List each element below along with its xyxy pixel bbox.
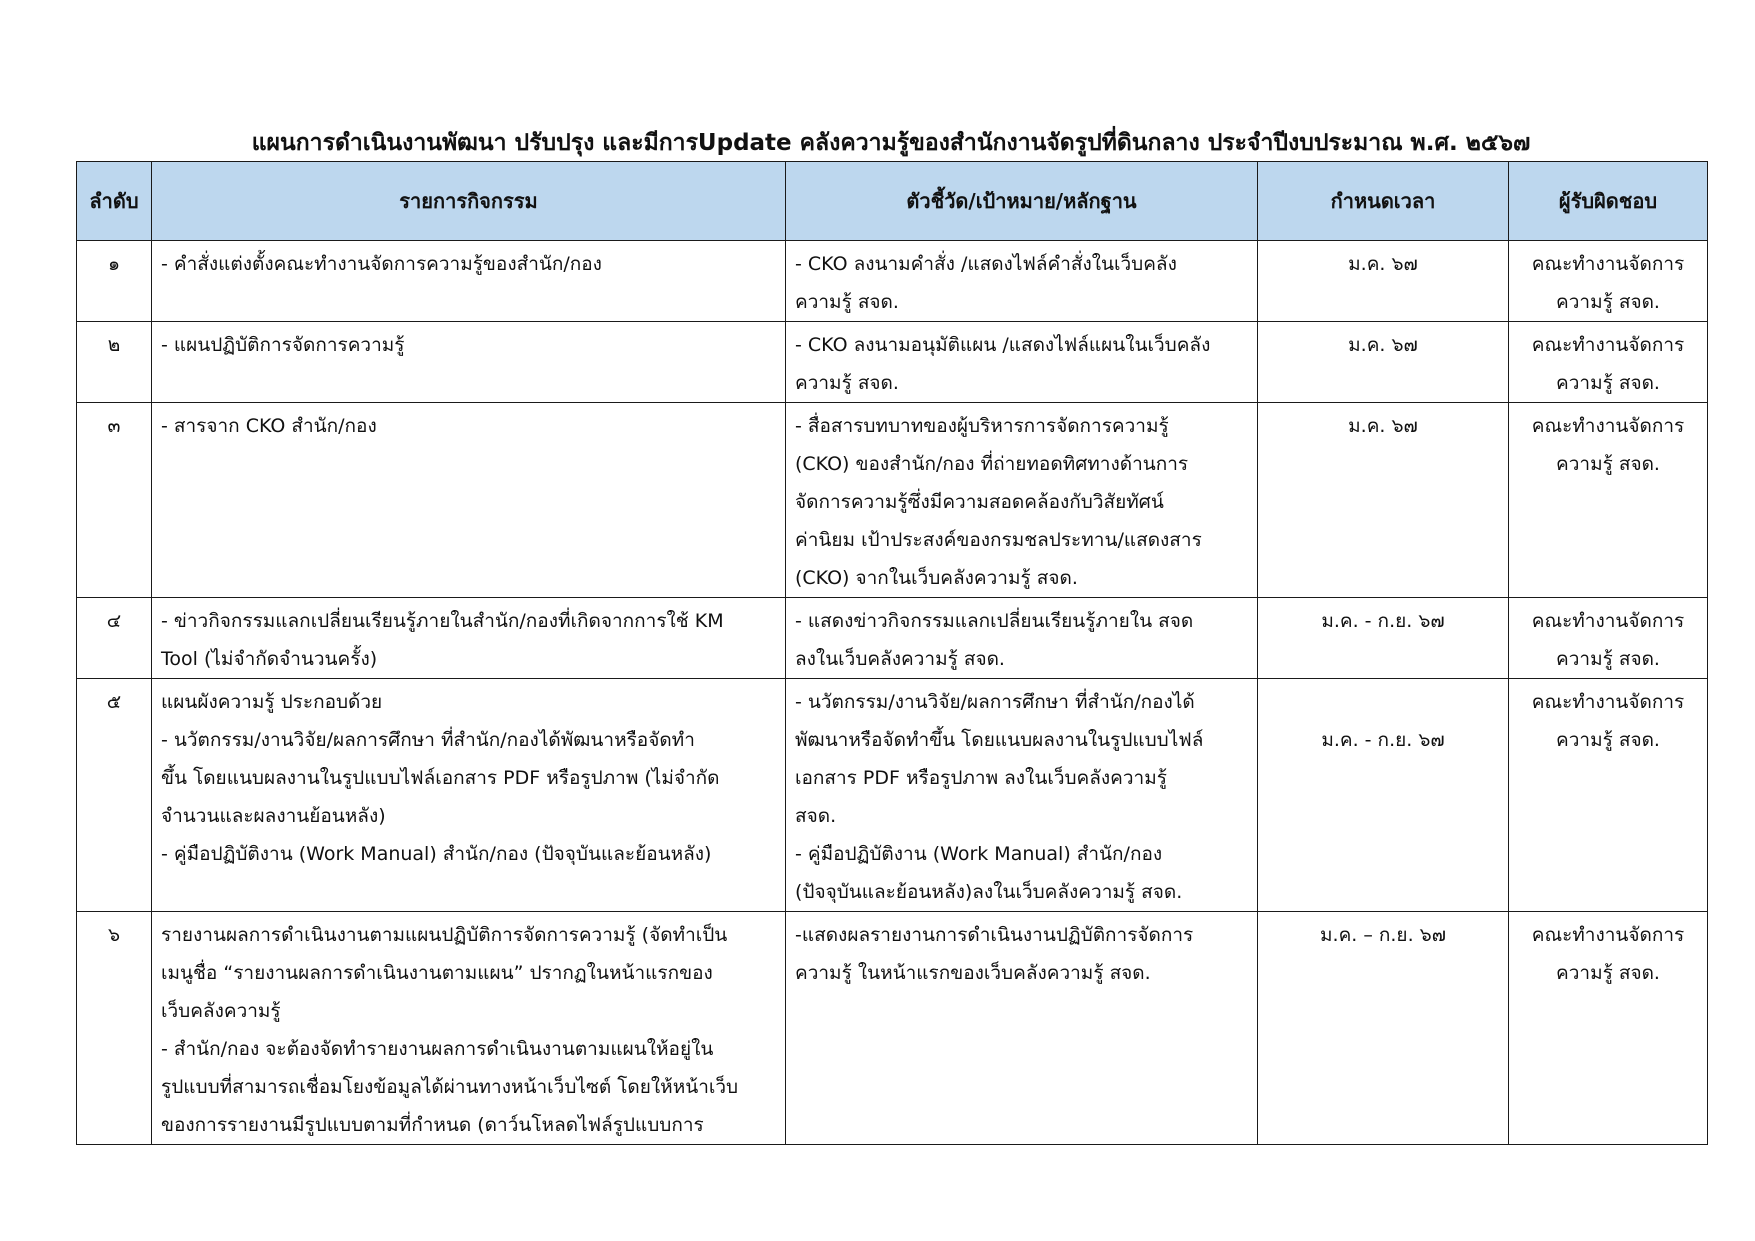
owner-line: ความรู้ สจด. [1556, 453, 1660, 475]
time-cell: ม.ค. - ก.ย. ๖๗ [1258, 598, 1509, 679]
table-header-row [77, 162, 1708, 241]
owner-line: ความรู้ สจด. [1556, 291, 1660, 313]
owner-line: ความรู้ สจด. [1556, 962, 1660, 984]
indicator-line: ค่านิยม เป้าประสงค์ของกรมชลประทาน/แสดงสาร [795, 529, 1202, 551]
activity-line: - นวัตกรรม/งานวิจัย/ผลการศึกษา ที่สำนัก/กองได้พัฒนาหรือจัดทำ [161, 729, 695, 751]
row-number: ๕ [77, 679, 152, 912]
activity-line: ขึ้น โดยแนบผลงานในรูปแบบไฟล์เอกสาร PDF หรือรูปภาพ (ไม่จำกัด [161, 767, 720, 789]
row-number: ๖ [77, 912, 152, 1145]
table-row [77, 241, 1708, 322]
activity-line: - คำสั่งแต่งตั้งคณะทำงานจัดการความรู้ของสำนัก/กอง [161, 253, 602, 275]
owner-cell [1509, 241, 1708, 322]
indicator-cell [786, 403, 1258, 598]
owner-cell [1509, 679, 1708, 912]
activity-line: เว็บคลังความรู้ [161, 1000, 281, 1022]
owner-line: คณะทำงานจัดการ [1531, 691, 1685, 713]
table-row [77, 598, 1708, 679]
time-value: ม.ค. - ก.ย. ๖๗ [1321, 729, 1445, 751]
activity-line: - แผนปฏิบัติการจัดการความรู้ [161, 334, 405, 356]
header-activity: รายการกิจกรรม [152, 162, 786, 241]
indicator-line: - CKO ลงนามอนุมัติแผน /แสดงไฟล์แผนในเว็บคลัง [795, 334, 1211, 356]
activity-line: รูปแบบที่สามารถเชื่อมโยงข้อมูลได้ผ่านทางหน้าเว็บไซต์ โดยให้หน้าเว็บ [161, 1076, 739, 1098]
header-time: กำหนดเวลา [1258, 162, 1509, 241]
plan-table [76, 161, 1708, 1145]
indicator-line: - แสดงข่าวกิจกรรมแลกเปลี่ยนเรียนรู้ภายใน สจด [795, 610, 1194, 632]
row-number: ๓ [77, 403, 152, 598]
owner-line: ความรู้ สจด. [1556, 648, 1660, 670]
header-no: ลำดับ [77, 162, 152, 241]
activity-line: ของการรายงานมีรูปแบบตามที่กำหนด (ดาว์นโหลดไฟล์รูปแบบการ [161, 1114, 704, 1136]
owner-line: คณะทำงานจัดการ [1531, 924, 1685, 946]
indicator-line: จัดการความรู้ซึ่งมีความสอดคล้องกับวิสัยทัศน์ [795, 491, 1164, 513]
indicator-line: ความรู้ สจด. [795, 372, 899, 394]
owner-cell [1509, 322, 1708, 403]
owner-line: คณะทำงานจัดการ [1531, 253, 1685, 275]
activity-line: - ข่าวกิจกรรมแลกเปลี่ยนเรียนรู้ภายในสำนัก/กองที่เกิดจากการใช้ KM [161, 610, 724, 632]
header-indicator: ตัวชี้วัด/เป้าหมาย/หลักฐาน [786, 162, 1258, 241]
table-row [77, 322, 1708, 403]
indicator-line: ความรู้ ในหน้าแรกของเว็บคลังความรู้ สจด. [795, 962, 1151, 984]
activity-cell [152, 912, 786, 1145]
indicator-line: สจด. [795, 805, 837, 827]
owner-cell [1509, 912, 1708, 1145]
indicator-cell [786, 241, 1258, 322]
indicator-line: พัฒนาหรือจัดทำขึ้น โดยแนบผลงานในรูปแบบไฟล์ [795, 729, 1204, 751]
time-cell: ม.ค. ๖๗ [1258, 241, 1509, 322]
row-number: ๒ [77, 322, 152, 403]
indicator-cell [786, 912, 1258, 1145]
owner-line: คณะทำงานจัดการ [1531, 334, 1685, 356]
activity-line: รายงานผลการดำเนินงานตามแผนปฏิบัติการจัดการความรู้ (จัดทำเป็น [161, 924, 728, 946]
activity-line: แผนผังความรู้ ประกอบด้วย [161, 691, 383, 713]
indicator-line: -แสดงผลรายงานการดำเนินงานปฏิบัติการจัดการ [795, 924, 1194, 946]
indicator-cell [786, 679, 1258, 912]
activity-cell [152, 598, 786, 679]
time-cell: ม.ค. ๖๗ [1258, 403, 1509, 598]
indicator-line: (CKO) จากในเว็บคลังความรู้ สจด. [795, 567, 1078, 589]
indicator-line: - สื่อสารบทบาทของผู้บริหารการจัดการความรู้ [795, 415, 1169, 437]
time-cell: ม.ค. ๖๗ [1258, 322, 1509, 403]
activity-line: เมนูชื่อ “รายงานผลการดำเนินงานตามแผน” ปรากฏในหน้าแรกของ [161, 962, 713, 984]
indicator-line: ลงในเว็บคลังความรู้ สจด. [795, 648, 1005, 670]
indicator-cell [786, 598, 1258, 679]
activity-line: - คู่มือปฏิบัติงาน (Work Manual) สำนัก/กอง (ปัจจุบันและย้อนหลัง) [161, 843, 712, 865]
activity-cell [152, 679, 786, 912]
owner-line: คณะทำงานจัดการ [1531, 415, 1685, 437]
indicator-line: (ปัจจุบันและย้อนหลัง)ลงในเว็บคลังความรู้ สจด. [795, 881, 1183, 903]
activity-line: จำนวนและผลงานย้อนหลัง) [161, 805, 386, 827]
activity-cell [152, 241, 786, 322]
activity-cell [152, 322, 786, 403]
owner-line: คณะทำงานจัดการ [1531, 610, 1685, 632]
time-cell [1258, 679, 1509, 912]
indicator-line: (CKO) ของสำนัก/กอง ที่ถ่ายทอดทิศทางด้านการ [795, 453, 1189, 475]
document-title: แผนการดำเนินงานพัฒนา ปรับปรุง และมีการUpdate คลังความรู้ของสำนักงานจัดรูปที่ดินกลาง ประจำปีงบประมาณ พ.ศ. ๒๕๖๗ [251, 130, 1531, 156]
row-number: ๔ [77, 598, 152, 679]
activity-line: - สำนัก/กอง จะต้องจัดทำรายงานผลการดำเนินงานตามแผนให้อยู่ใน [161, 1038, 714, 1060]
activity-line: Tool (ไม่จำกัดจำนวนครั้ง) [161, 648, 378, 670]
owner-cell [1509, 403, 1708, 598]
indicator-line: - นวัตกรรม/งานวิจัย/ผลการศึกษา ที่สำนัก/กองได้ [795, 691, 1195, 713]
indicator-line: ความรู้ สจด. [795, 291, 899, 313]
time-cell: ม.ค. – ก.ย. ๖๗ [1258, 912, 1509, 1145]
indicator-line: เอกสาร PDF หรือรูปภาพ ลงในเว็บคลังความรู้ [795, 767, 1167, 789]
row-number: ๑ [77, 241, 152, 322]
activity-cell [152, 403, 786, 598]
table-row [77, 403, 1708, 598]
indicator-cell [786, 322, 1258, 403]
owner-cell [1509, 598, 1708, 679]
table-row [77, 912, 1708, 1145]
header-owner: ผู้รับผิดชอบ [1509, 162, 1708, 241]
table-row [77, 679, 1708, 912]
indicator-line: - คู่มือปฏิบัติงาน (Work Manual) สำนัก/กอง [795, 843, 1163, 865]
owner-line: ความรู้ สจด. [1556, 729, 1660, 751]
activity-line: - สารจาก CKO สำนัก/กอง [161, 415, 377, 437]
owner-line: ความรู้ สจด. [1556, 372, 1660, 394]
indicator-line: - CKO ลงนามคำสั่ง /แสดงไฟล์คำสั่งในเว็บคลัง [795, 253, 1177, 275]
